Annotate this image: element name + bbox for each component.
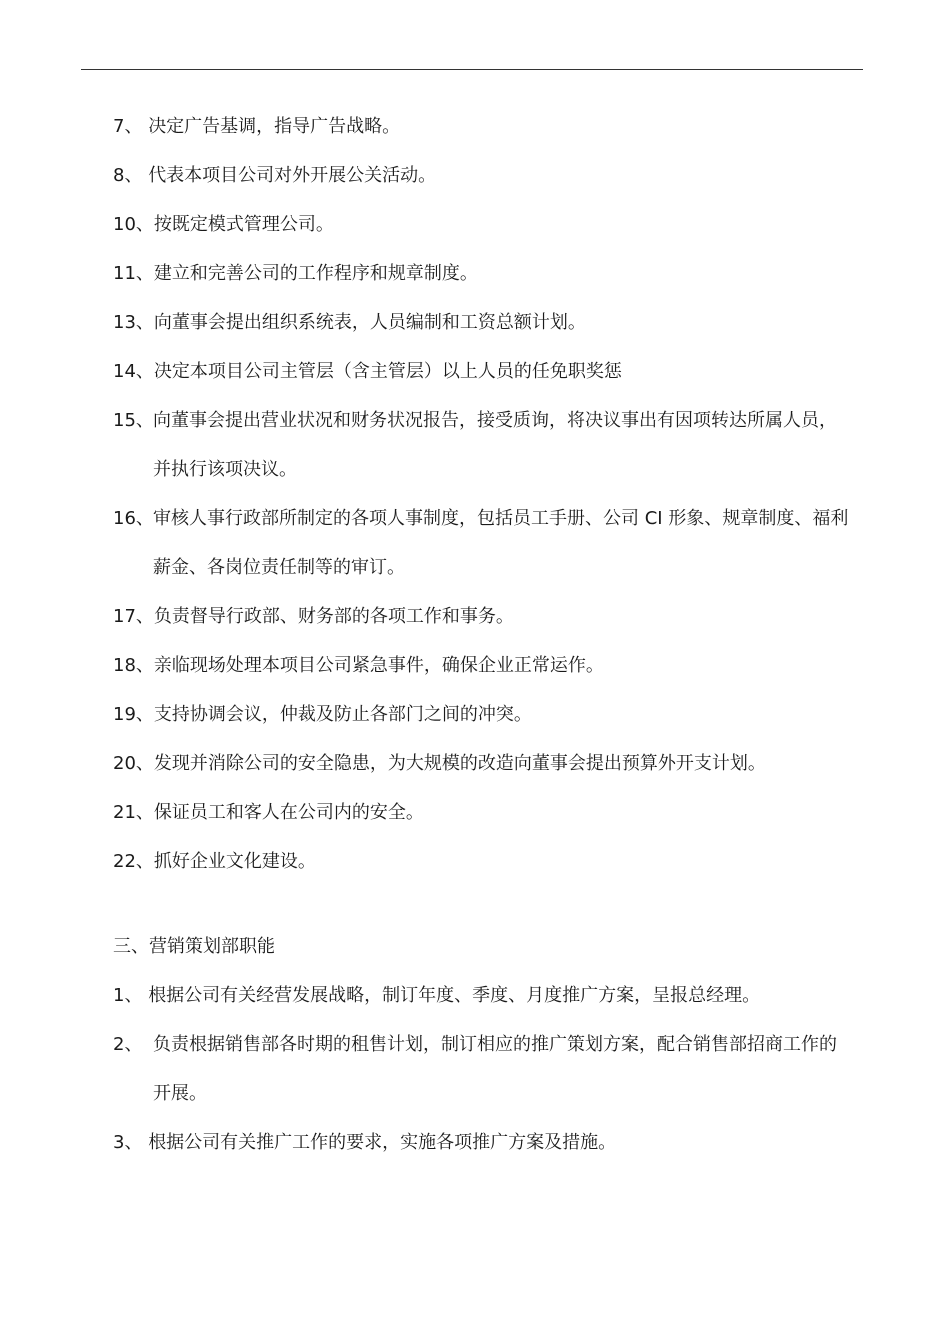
document-body (113, 102, 853, 1167)
list-item: 7、 决定广告基调，指导广告战略。 (113, 116, 401, 137)
list-item: 18、 亲临现场处理本项目公司紧急事件，确保企业正常运作。 (113, 655, 604, 676)
list-item: 10、 按既定模式管理公司。 (113, 214, 334, 235)
list-item: 2、 负责根据销售部各时期的租售计划，制订相应的推广策划方案，配合销售部招商工作的开展。 (113, 1034, 837, 1104)
list-item: 15、 向董事会提出营业状况和财务状况报告，接受质询，将决议事出有因项转达所属人员，并执行该项决议。 (113, 410, 837, 480)
list-item: 20、 发现并消除公司的安全隐患，为大规模的改造向董事会提出预算外开支计划。 (113, 753, 766, 774)
list-item: 11、 建立和完善公司的工作程序和规章制度。 (113, 263, 478, 284)
list-item: 17、 负责督导行政部、财务部的各项工作和事务。 (113, 606, 514, 627)
list-item: 1、 根据公司有关经营发展战略，制订年度、季度、月度推广方案，呈报总经理。 (113, 985, 761, 1006)
list-item: 3、 根据公司有关推广工作的要求，实施各项推广方案及措施。 (113, 1132, 617, 1153)
header-rule (81, 69, 863, 70)
section-title: 三、营销策划部职能 (113, 936, 275, 957)
list-item: 19、 支持协调会议，仲裁及防止各部门之间的冲突。 (113, 704, 532, 725)
list-item: 22、 抓好企业文化建设。 (113, 851, 316, 872)
list-item: 8、 代表本项目公司对外开展公关活动。 (113, 165, 437, 186)
list-item: 21、 保证员工和客人在公司内的安全。 (113, 802, 424, 823)
list-item: 13、 向董事会提出组织系统表，人员编制和工资总额计划。 (113, 312, 586, 333)
list-item: 14、 决定本项目公司主管层（含主管层）以上人员的任免职奖惩 (113, 361, 622, 382)
list-item: 16、 审核人事行政部所制定的各项人事制度，包括员工手册、公司 CI 形象、规章制度、福利薪金、各岗位责任制等的审订。 (113, 508, 849, 578)
